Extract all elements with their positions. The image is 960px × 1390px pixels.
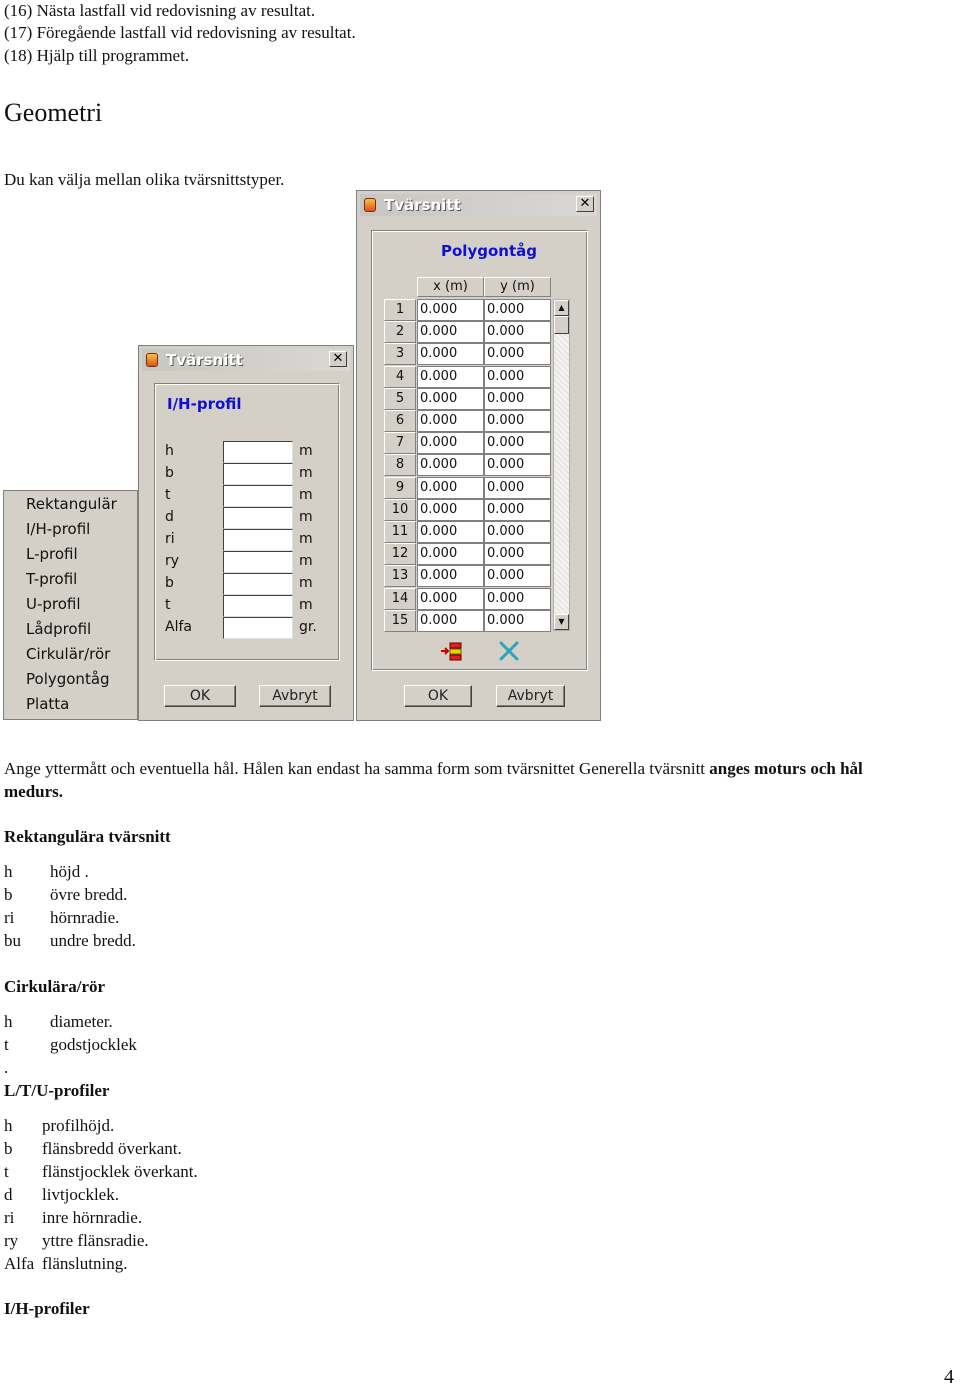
ih-field-unit: m [299, 531, 313, 547]
ih-field-label: t [165, 487, 171, 503]
dialog-ih-titlebar [142, 349, 350, 371]
table-row-number[interactable]: 6 [384, 410, 416, 432]
ih-field-label: ri [165, 531, 175, 547]
ih-field-unit: m [299, 597, 313, 613]
table-cell-x[interactable]: 0.000 [417, 565, 484, 587]
ih-field-label: b [165, 465, 174, 481]
definition-text: övre bredd. [50, 885, 128, 904]
cancel-button[interactable]: Avbryt [496, 685, 565, 707]
table-row-number[interactable]: 4 [384, 366, 416, 388]
ih-field-unit: m [299, 443, 313, 459]
definition-term: b [4, 1139, 13, 1158]
dialog-polygon-titlebar [360, 194, 597, 216]
vertical-scrollbar[interactable] [553, 299, 570, 631]
table-cell-x[interactable]: 0.000 [417, 299, 484, 321]
table-row-number[interactable]: 11 [384, 521, 416, 543]
table-cell-x[interactable]: 0.000 [417, 454, 484, 476]
definition-term: h [4, 1116, 13, 1135]
ih-field-label: t [165, 597, 171, 613]
definition-term: d [4, 1185, 13, 1204]
dialog-polygon-title: Tvärsnitt [384, 196, 461, 214]
table-cell-x[interactable]: 0.000 [417, 410, 484, 432]
ih-field-input[interactable] [223, 617, 293, 639]
type-list-item[interactable]: T-profil [26, 570, 78, 588]
ih-field-unit: m [299, 487, 313, 503]
definition-text: yttre flänsradie. [42, 1231, 149, 1250]
column-header-y[interactable]: y (m) [484, 277, 551, 297]
polygon-group [371, 230, 588, 671]
type-list-item[interactable]: Platta [26, 695, 70, 713]
table-cell-y[interactable]: 0.000 [484, 410, 551, 432]
page-number: 4 [944, 1366, 954, 1388]
ih-field-unit: gr. [299, 619, 317, 635]
type-list-item[interactable]: L-profil [26, 545, 78, 563]
definition-term: b [4, 885, 13, 904]
definition-term: t [4, 1035, 9, 1054]
table-cell-x[interactable]: 0.000 [417, 321, 484, 343]
type-list-item[interactable]: Polygontåg [26, 670, 110, 688]
section-heading-geometri: Geometri [4, 98, 103, 127]
type-list-item[interactable]: Cirkulär/rör [26, 645, 111, 663]
scroll-up-arrow-icon[interactable]: ▲ [554, 300, 569, 316]
paragraph-holes-bold: anges moturs och hål [709, 759, 863, 778]
definition-text: profilhöjd. [42, 1116, 115, 1135]
definition-term: ri [4, 1208, 15, 1227]
type-list-item[interactable]: I/H-profil [26, 520, 91, 538]
table-cell-y[interactable]: 0.000 [484, 477, 551, 499]
definition-text: diameter. [50, 1012, 113, 1031]
ih-group [154, 383, 340, 661]
ih-field-label: Alfa [165, 619, 192, 635]
table-cell-x[interactable]: 0.000 [417, 610, 484, 632]
close-icon[interactable]: ✕ [329, 351, 347, 367]
dialog-polygon [356, 190, 601, 721]
table-cell-x[interactable]: 0.000 [417, 343, 484, 365]
definition-text: godstjocklek [50, 1035, 137, 1054]
dialog-ih-title: Tvärsnitt [166, 351, 243, 369]
ih-field-input[interactable] [223, 573, 293, 595]
table-row-number[interactable]: 1 [384, 299, 416, 321]
type-list-item[interactable]: U-profil [26, 595, 81, 613]
ih-field-unit: m [299, 509, 313, 525]
table-cell-y[interactable]: 0.000 [484, 543, 551, 565]
ih-field-input[interactable] [223, 507, 293, 529]
table-cell-y[interactable]: 0.000 [484, 432, 551, 454]
ih-field-label: d [165, 509, 174, 525]
table-cell-y[interactable]: 0.000 [484, 521, 551, 543]
definition-text: höjd . [50, 862, 89, 881]
definition-term: h [4, 862, 13, 881]
ih-field-input[interactable] [223, 551, 293, 573]
table-cell-y[interactable]: 0.000 [484, 366, 551, 388]
stray-dot: . [4, 1058, 9, 1077]
ih-field-input[interactable] [223, 441, 293, 463]
ih-field-unit: m [299, 465, 313, 481]
table-cell-x[interactable]: 0.000 [417, 543, 484, 565]
section-type-list [3, 490, 138, 720]
ih-group-title: I/H-profil [167, 395, 242, 413]
definition-term: t [4, 1162, 9, 1181]
table-row-number[interactable]: 14 [384, 588, 416, 610]
table-cell-y[interactable]: 0.000 [484, 499, 551, 521]
table-row-number[interactable]: 2 [384, 321, 416, 343]
table-row-number[interactable]: 3 [384, 343, 416, 365]
table-row-number[interactable]: 8 [384, 454, 416, 476]
paragraph-holes-text: Ange yttermått och eventuella hål. Hålen kan endast ha samma form som tvärsnittet Generella tvärsnitt [4, 759, 710, 778]
table-cell-y[interactable]: 0.000 [484, 610, 551, 632]
table-cell-x[interactable]: 0.000 [417, 477, 484, 499]
table-cell-y[interactable]: 0.000 [484, 299, 551, 321]
ih-field-input[interactable] [223, 595, 293, 617]
section-title-ltu: L/T/U-profiler [4, 1081, 110, 1100]
close-icon[interactable]: ✕ [576, 196, 594, 212]
section-title-circ: Cirkulära/rör [4, 977, 106, 996]
table-row-number[interactable]: 13 [384, 565, 416, 587]
app-icon [364, 198, 376, 212]
ih-field-label: ry [165, 553, 180, 569]
definition-text: flänstjocklek överkant. [42, 1162, 198, 1181]
definition-text: flänsbredd överkant. [42, 1139, 182, 1158]
ih-field-input[interactable] [223, 463, 293, 485]
table-row-number[interactable]: 5 [384, 388, 416, 410]
definition-text: flänslutning. [42, 1254, 128, 1273]
app-icon [146, 353, 158, 367]
type-list-item[interactable]: Rektangulär [26, 495, 117, 513]
definition-term: Alfa [4, 1254, 35, 1273]
ih-field-unit: m [299, 575, 313, 591]
scroll-down-arrow-icon[interactable]: ▼ [554, 614, 569, 630]
ih-field-unit: m [299, 553, 313, 569]
definition-text: hörnradie. [50, 908, 120, 927]
ih-field-input[interactable] [223, 529, 293, 551]
definition-term: ry [4, 1231, 19, 1250]
intro-line-17: (17) Föregående lastfall vid redovisning av resultat. [4, 23, 356, 42]
table-row-number[interactable]: 12 [384, 543, 416, 565]
ih-field-input[interactable] [223, 485, 293, 507]
table-cell-x[interactable]: 0.000 [417, 499, 484, 521]
paragraph-holes [4, 758, 863, 780]
table-cell-x[interactable]: 0.000 [417, 388, 484, 410]
intro-line-16: (16) Nästa lastfall vid redovisning av resultat. [4, 1, 316, 20]
scroll-thumb[interactable] [554, 316, 569, 334]
intro-text: Du kan välja mellan olika tvärsnittstyper. [4, 170, 285, 189]
type-list-item[interactable]: Lådprofil [26, 620, 92, 638]
table-cell-y[interactable]: 0.000 [484, 454, 551, 476]
paragraph-holes-bold-cont: medurs. [4, 782, 64, 801]
table-cell-x[interactable]: 0.000 [417, 521, 484, 543]
ok-button[interactable]: OK [404, 685, 472, 707]
insert-row-icon[interactable] [440, 641, 464, 661]
table-row-number[interactable]: 15 [384, 610, 416, 632]
table-cell-y[interactable]: 0.000 [484, 321, 551, 343]
ih-field-label: h [165, 443, 174, 459]
delete-row-icon[interactable] [497, 641, 521, 661]
table-cell-x[interactable]: 0.000 [417, 588, 484, 610]
definition-term: bu [4, 931, 21, 950]
table-cell-y[interactable]: 0.000 [484, 343, 551, 365]
cancel-button[interactable]: Avbryt [259, 685, 331, 707]
table-row-number[interactable]: 10 [384, 499, 416, 521]
definition-text: livtjocklek. [42, 1185, 119, 1204]
definition-text: undre bredd. [50, 931, 136, 950]
dialog-ih-profile [138, 345, 354, 721]
ih-field-label: b [165, 575, 174, 591]
table-cell-y[interactable]: 0.000 [484, 588, 551, 610]
column-header-x[interactable]: x (m) [417, 277, 484, 297]
definition-term: ri [4, 908, 15, 927]
table-cell-x[interactable]: 0.000 [417, 366, 484, 388]
intro-line-18: (18) Hjälp till programmet. [4, 46, 190, 65]
ok-button[interactable]: OK [164, 685, 236, 707]
table-row-number[interactable]: 9 [384, 477, 416, 499]
section-title-rect: Rektangulära tvärsnitt [4, 827, 171, 846]
table-cell-y[interactable]: 0.000 [484, 388, 551, 410]
table-cell-y[interactable]: 0.000 [484, 565, 551, 587]
definition-text: inre hörnradie. [42, 1208, 143, 1227]
table-row-number[interactable]: 7 [384, 432, 416, 454]
definition-term: h [4, 1012, 13, 1031]
polygon-group-title: Polygontåg [441, 242, 537, 260]
table-cell-x[interactable]: 0.000 [417, 432, 484, 454]
section-title-ih: I/H-profiler [4, 1299, 90, 1318]
